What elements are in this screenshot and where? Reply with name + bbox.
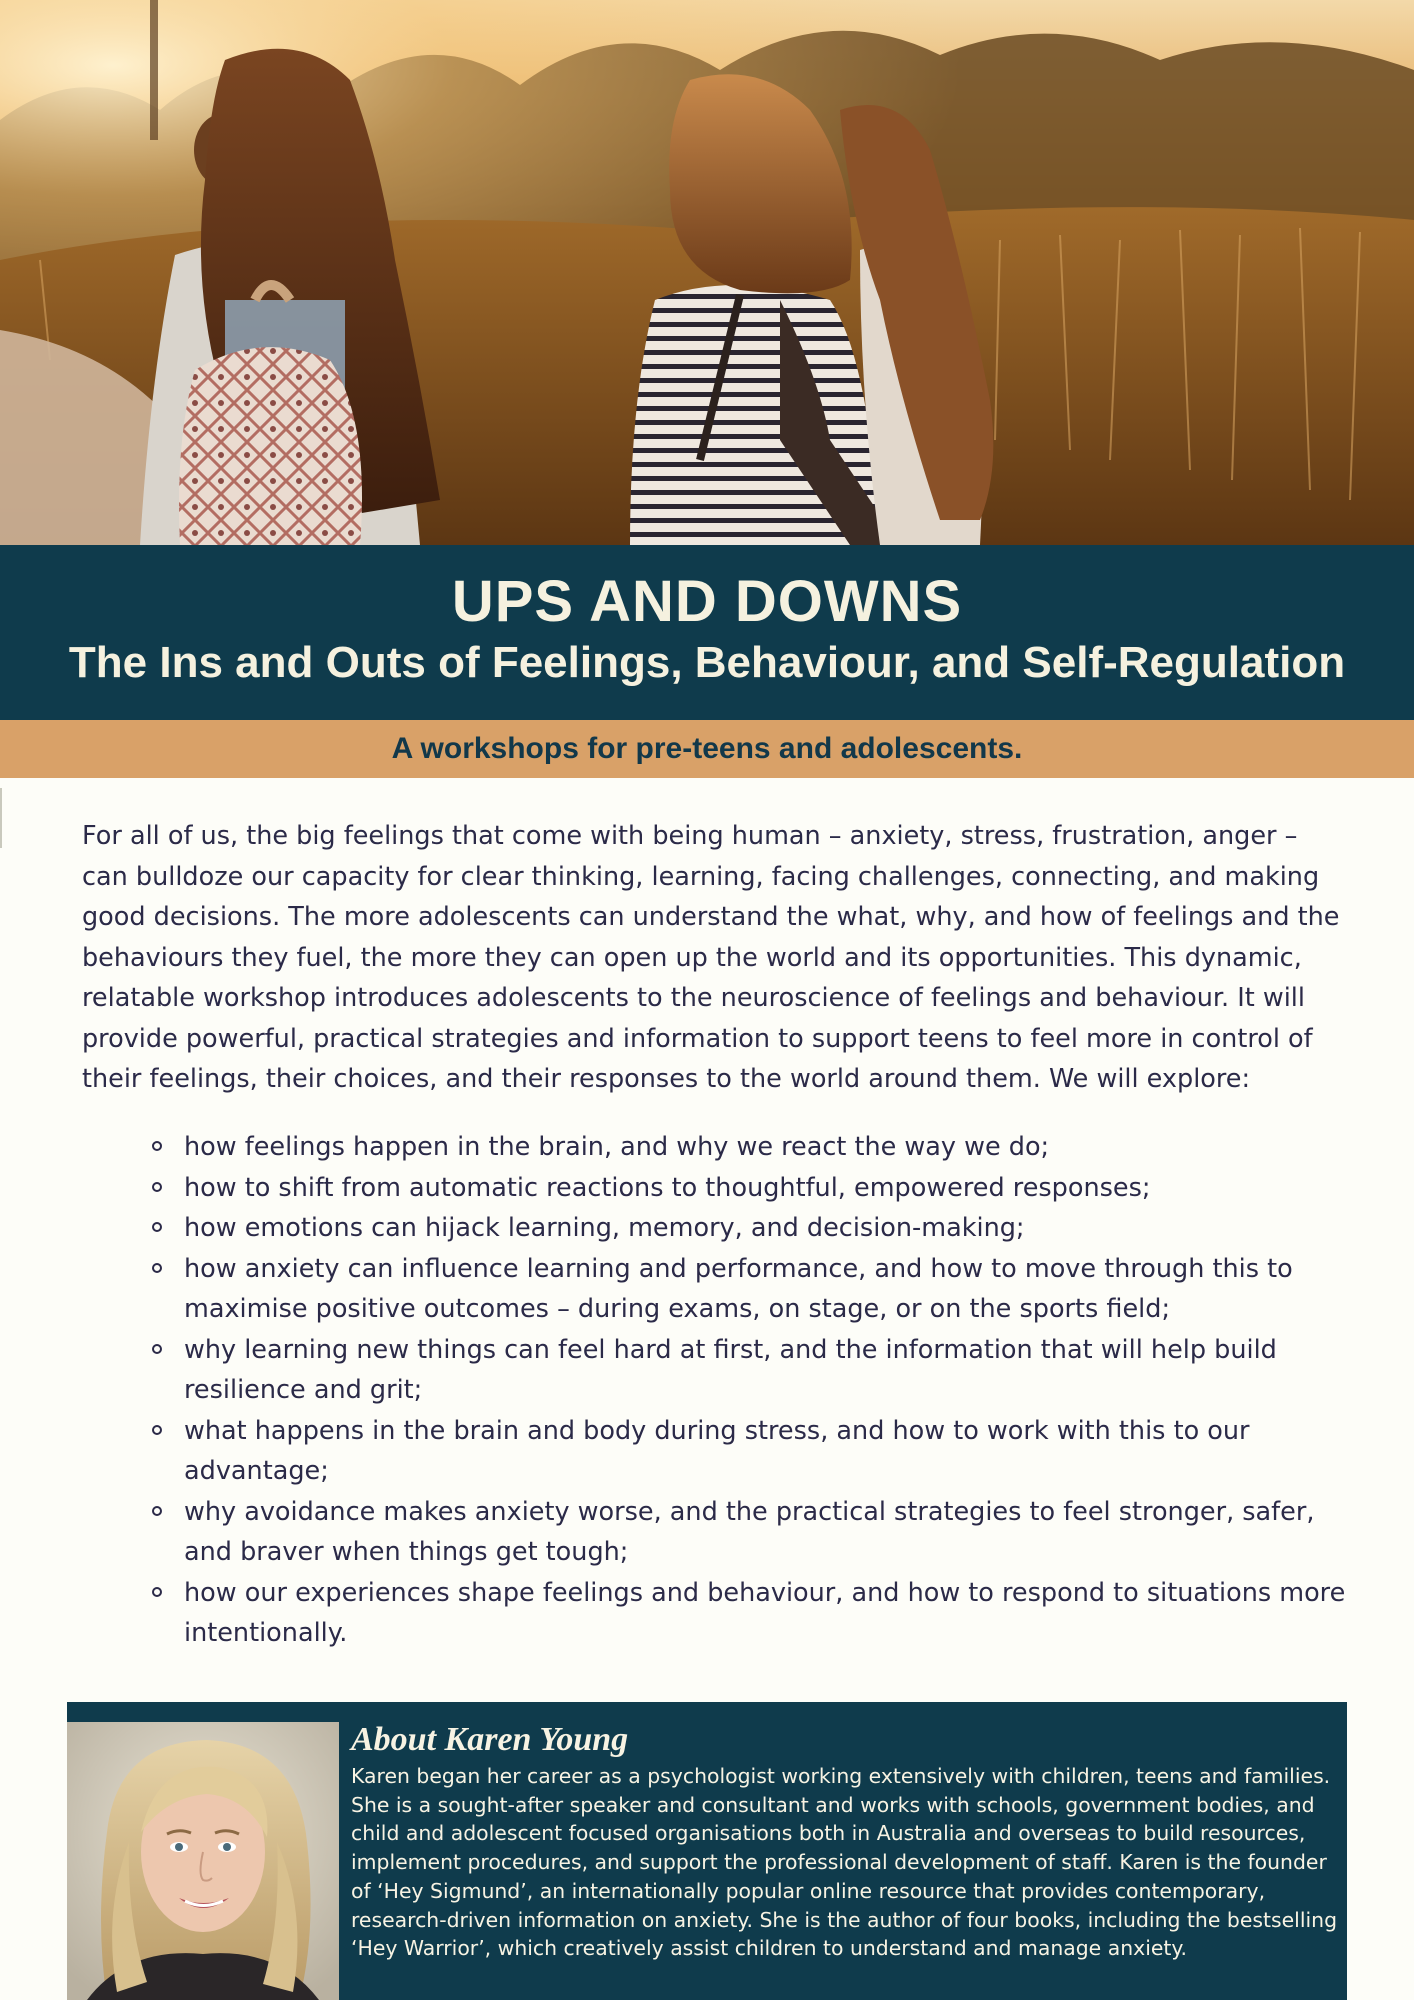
tagline-text: A workshops for pre-teens and adolescents. [391,732,1023,765]
list-item [148,1492,1348,1573]
bullet-circle-icon [152,1344,162,1354]
tagline-banner [0,720,1414,778]
list-item-text: how emotions can hijack learning, memory, and decision-making; [184,1213,1025,1243]
bullet-circle-icon [152,1141,162,1151]
list-item-text: how anxiety can influence learning and performance, and how to move through this to maximise positive outcomes – during exams, on stage, or on the sports field; [184,1253,1293,1324]
page-subtitle: The Ins and Outs of Feelings, Behaviour, and Self-Regulation [68,638,1346,687]
author-portrait [67,1722,339,2000]
list-item-text: how feelings happen in the brain, and why we react the way we do; [184,1132,1050,1162]
about-section [67,1702,1347,2000]
page-title: UPS AND DOWNS [451,569,963,634]
topics-list [148,1127,1348,1654]
bullet-circle-icon [152,1222,162,1232]
list-item [148,1573,1348,1654]
list-item [148,1168,1348,1209]
title-banner [0,545,1414,720]
bullet-circle-icon [152,1587,162,1597]
list-item-text: what happens in the brain and body during stress, and how to work with this to our advantage; [184,1415,1250,1486]
left-edge-mark [0,788,2,848]
list-item-text: why learning new things can feel hard at first, and the information that will help build resilience and grit; [184,1334,1277,1405]
list-item [148,1208,1348,1249]
about-bio: Karen began her career as a psychologist working extensively with children, teens and families. She is a sought-after speaker and consultant and works with schools, government bodies, and child and adolescent focused organisations both in Australia and overseas to build resources, implement procedures, and support the professional development of staff. Karen is the founder of ‘Hey Sigmund’, an internationally popular online resource that provides contemporary, research-driven information on anxiety. She is the author of four books, including the bestselling ‘Hey Warrior’, which creatively assist children to understand and manage anxiety. [351,1764,1338,1961]
list-item-text: why avoidance makes anxiety worse, and the practical strategies to feel stronger, safer, and braver when things get tough; [184,1496,1315,1567]
intro-paragraph: For all of us, the big feelings that come with being human – anxiety, stress, frustration, anger – can bulldoze our capacity for clear thinking, learning, facing challenges, connecting, and making good decisions. The more adolescents can understand the what, why, and how of feelings and the behaviours they fuel, the more they can open up the world and its opportunities. This dynamic, relatable workshop introduces adolescents to the neuroscience of feelings and behaviour. It will provide powerful, practical strategies and information to support teens to feel more in control of their feelings, their choices, and their responses to the world around them. We will explore: [82,821,1340,1094]
about-heading: About Karen Young [351,1721,629,1758]
list-item [148,1330,1348,1411]
bullet-circle-icon [152,1425,162,1435]
list-item [148,1411,1348,1492]
list-item [148,1127,1348,1168]
bullet-circle-icon [152,1263,162,1273]
hero-photo [0,0,1414,545]
bullet-circle-icon [152,1182,162,1192]
list-item-text: how our experiences shape feelings and behaviour, and how to respond to situations more intentionally. [184,1577,1346,1648]
bullet-circle-icon [152,1506,162,1516]
list-item-text: how to shift from automatic reactions to thoughtful, empowered responses; [184,1172,1151,1203]
list-item [148,1249,1348,1330]
